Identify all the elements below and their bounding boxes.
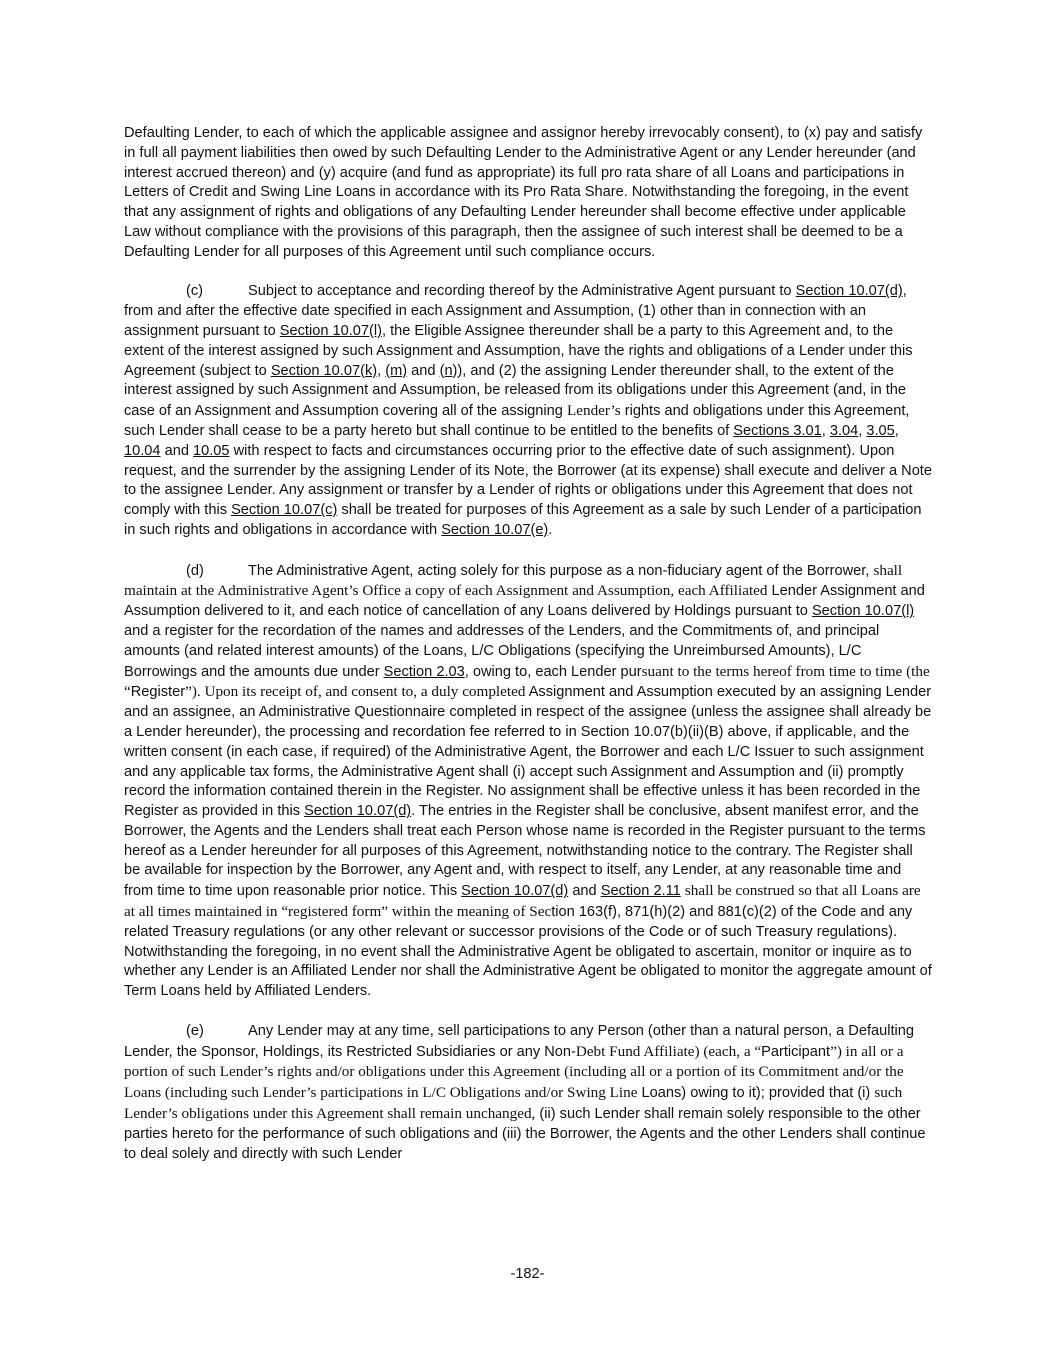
- text-run: Loans) owing to it); provided that (i): [637, 1085, 875, 1102]
- paragraph-d: [124, 561, 932, 1003]
- text-run: ”) in all or a portion of such Lender’s rights and/or obligations under this Agreement (including all or a portion of its Commitment and/or the Loans (including such Lender’s participations in L/C Obligations and/or Swing Line: [124, 1042, 904, 1102]
- text-run: Lender Assignment and Assumption delivered to it, and each notice of cancellation of any Loans delivered by Holdings pursuant to: [124, 583, 925, 620]
- section-reference: Sections 3.01: [733, 422, 822, 439]
- paragraph-d-body: [124, 563, 932, 1000]
- text-run: and: [160, 442, 193, 459]
- text-run: ”). Upon its receipt of, and consent to, a duly completed: [185, 683, 526, 701]
- section-reference: 10.04: [124, 442, 161, 459]
- paragraph-c: [124, 282, 932, 540]
- text-run: Participant: [761, 1043, 831, 1060]
- paragraph-c-body: [124, 283, 932, 538]
- text-run: , owing to, each Lender pur: [464, 663, 642, 680]
- text-run: Debt Fund Affiliate) (each, a “: [575, 1042, 762, 1060]
- paragraph-e: [124, 1022, 932, 1165]
- section-reference: Section 10.07(l): [279, 322, 382, 339]
- text-run: , from and after the effective date specified in each Assignment and Assumption, (1) other than in connection with an assignment pursuant to: [124, 283, 907, 339]
- text-run: ,: [377, 362, 386, 379]
- section-reference: 3.04: [829, 422, 859, 439]
- section-reference: Section 2.03: [383, 663, 465, 680]
- text-run: and: [407, 362, 440, 379]
- text-run: such Lender’s obligations under this Agreement shall remain unchanged,: [124, 1084, 903, 1123]
- text-run: Register: [130, 684, 186, 701]
- text-run: ,: [894, 422, 899, 439]
- text-run: shall maintain at the Administrative Agent’s Office a copy of each Assignment and Assumption, each Affiliated: [124, 561, 903, 600]
- text-run: with respect to facts and circumstances occurring prior to the effective date of such assignment). Upon request, and the surrender by the assigning Lender of its Note, the Borrower (at its expense) shall execute and deliver a Note to the assignee Lender. Any assignment or transfer by a Lender of rights or obligations under this Agreement that does not comply with this: [124, 442, 932, 519]
- text-run: ), and (2) the assigning Lender thereunder shall, to the extent of the interest assigned by such Assignment and Assumption, be released from its obligations under this Agreement (and, in the case of an Assignment and Assumption covering all of the assigning: [124, 362, 907, 420]
- section-reference: 3.05: [866, 422, 895, 439]
- section-reference: Section 10.07(d): [795, 283, 903, 300]
- text-run: tion 163(f), 871(h)(2) and 881(c)(2) of the Code and any related Treasury regulations (or any other relevant or successor provisions of the Code or of such Treasury regulations). Notwithstanding the foregoing, in no event shall the Administrative Agent be obligated to ascertain, monitor or inquire as to whether any Lender is an Affiliated Lender nor shall the Administrative Agent be obligated to monitor the aggregate amount of Term Loans held by Affiliated Lenders.: [124, 904, 932, 1000]
- section-reference: Section 10.07(c): [231, 502, 338, 519]
- text-run: and a register for the recordation of the names and addresses of the Lenders, and the Commitments of, and principal amounts (and related interest amounts) of the Loans, L/C Obligations (specifying the Unreimbursed Amounts), L/C Borrowings and the amounts due under: [124, 622, 880, 680]
- section-reference: 10.05: [193, 442, 230, 459]
- paragraph-e-body: [124, 1023, 926, 1162]
- text-run: shall be treated for purposes of this Agreement as a sale by such Lender of a participation in such rights and obligations in accordance with: [124, 502, 922, 538]
- section-reference: Section 10.07(d): [461, 883, 569, 900]
- text-run: The Administrative Agent, acting solely for this purpose as a non-fiduciary agent of the Borrower,: [248, 562, 874, 579]
- text-run: shall be construed so that all Loans are at all times maintained in “registered form” within the meaning of Sec: [124, 882, 921, 921]
- text-run: ,: [858, 422, 867, 439]
- text-run: and: [568, 883, 601, 900]
- text-run: Lender’s: [566, 402, 621, 420]
- text-run: , the Eligible Assignee thereunder shall be a party to this Agreement and, to the extent of the interest assigned by such Assignment and Assumption, have the rights and obligations of a Lender under this Agreement (subject to: [124, 322, 913, 379]
- section-reference: (n): [439, 362, 458, 379]
- paragraph-d-label: (d): [186, 562, 204, 579]
- text-run: Subject to acceptance and recording thereof by the Administrative Agent pursuant to: [248, 283, 796, 300]
- text-run: ,: [821, 422, 830, 439]
- text-run: rights and obligations under this Agreement, such Lender shall cease to be a party hereto but shall continue to be entitled to the benefits of: [124, 403, 910, 439]
- page-number: -182-: [510, 1266, 545, 1282]
- text-run: suant to the terms hereof from time to time (the “: [124, 662, 930, 701]
- text-run: (ii) such Lender shall remain solely responsible to the other parties hereto for the performance of such obligations and (iii) the Borrower, the Agents and the other Lenders shall continue to deal solely and directly with such Lender: [124, 1106, 926, 1162]
- section-reference: Section 2.11: [600, 883, 681, 900]
- paragraph-c-label: (c): [186, 283, 204, 300]
- section-reference: Section 10.07(l): [811, 603, 915, 620]
- paragraph-continued: [124, 124, 932, 263]
- text-run: Assignment and Assumption executed by an assigning Lender and an assignee, an Administrative Questionnaire completed in respect of the assignee (unless the assignee shall already be a Lender hereunder), the processing and recordation fee referred to in Section 10.07(b)(ii)(B) above, if applicable, and the written consent (in each case, if required) of the Administrative Agent, the Borrower and each L/C Issuer to such assignment and any applicable tax forms, the Administrative Agent shall (i) accept such Assignment and Assumption and (ii) promptly record the information contained therein in the Register. No assignment shall be effective unless it has been recorded in the Register as provided in this: [124, 684, 932, 820]
- text-run: Any Lender may at any time, sell participations to any Person (other than a natural person, a Defaulting Lender, the Sponsor, Holdings, its Restricted Subsidiaries or any Non-: [124, 1022, 915, 1060]
- text-run: .: [548, 521, 553, 538]
- section-reference: Section 10.07(k): [270, 362, 378, 379]
- document-page: [124, 124, 932, 1164]
- text-run: . The entries in the Register shall be conclusive, absent manifest error, and the Borrower, the Agents and the Lenders shall treat each Person whose name is recorded in the Register pursuant to the terms hereof as a Lender hereunder for all purposes of this Agreement, notwithstanding notice to the contrary. The Register shall be available for inspection by the Borrower, any Agent and, with respect to itself, any Lender, at any reasonable time and from time to time upon reasonable prior notice. This: [124, 803, 926, 900]
- section-reference: Section 10.07(e): [441, 521, 549, 538]
- section-reference: Section 10.07(d): [304, 803, 412, 820]
- section-reference: (m): [385, 362, 408, 379]
- paragraph-e-label: (e): [186, 1022, 204, 1039]
- text-run: Defaulting Lender, to each of which the applicable assignee and assignor hereby irrevocably consent), to (x) pay and satisfy in full all payment liabilities then owed by such Defaulting Lender to the Administrative Agent or any Lender hereunder (and interest accrued thereon) and (y) acquire (and fund as appropriate) its full pro rata share of all Loans and participations in Letters of Credit and Swing Line Loans in accordance with its Pro Rata Share. Notwithstanding the foregoing, in the event that any assignment of rights and obligations of any Defaulting Lender hereunder shall become effective under applicable Law without compliance with the provisions of this paragraph, then the assignee of such interest shall be deemed to be a Defaulting Lender for all purposes of this Agreement until such compliance occurs.: [124, 125, 923, 260]
